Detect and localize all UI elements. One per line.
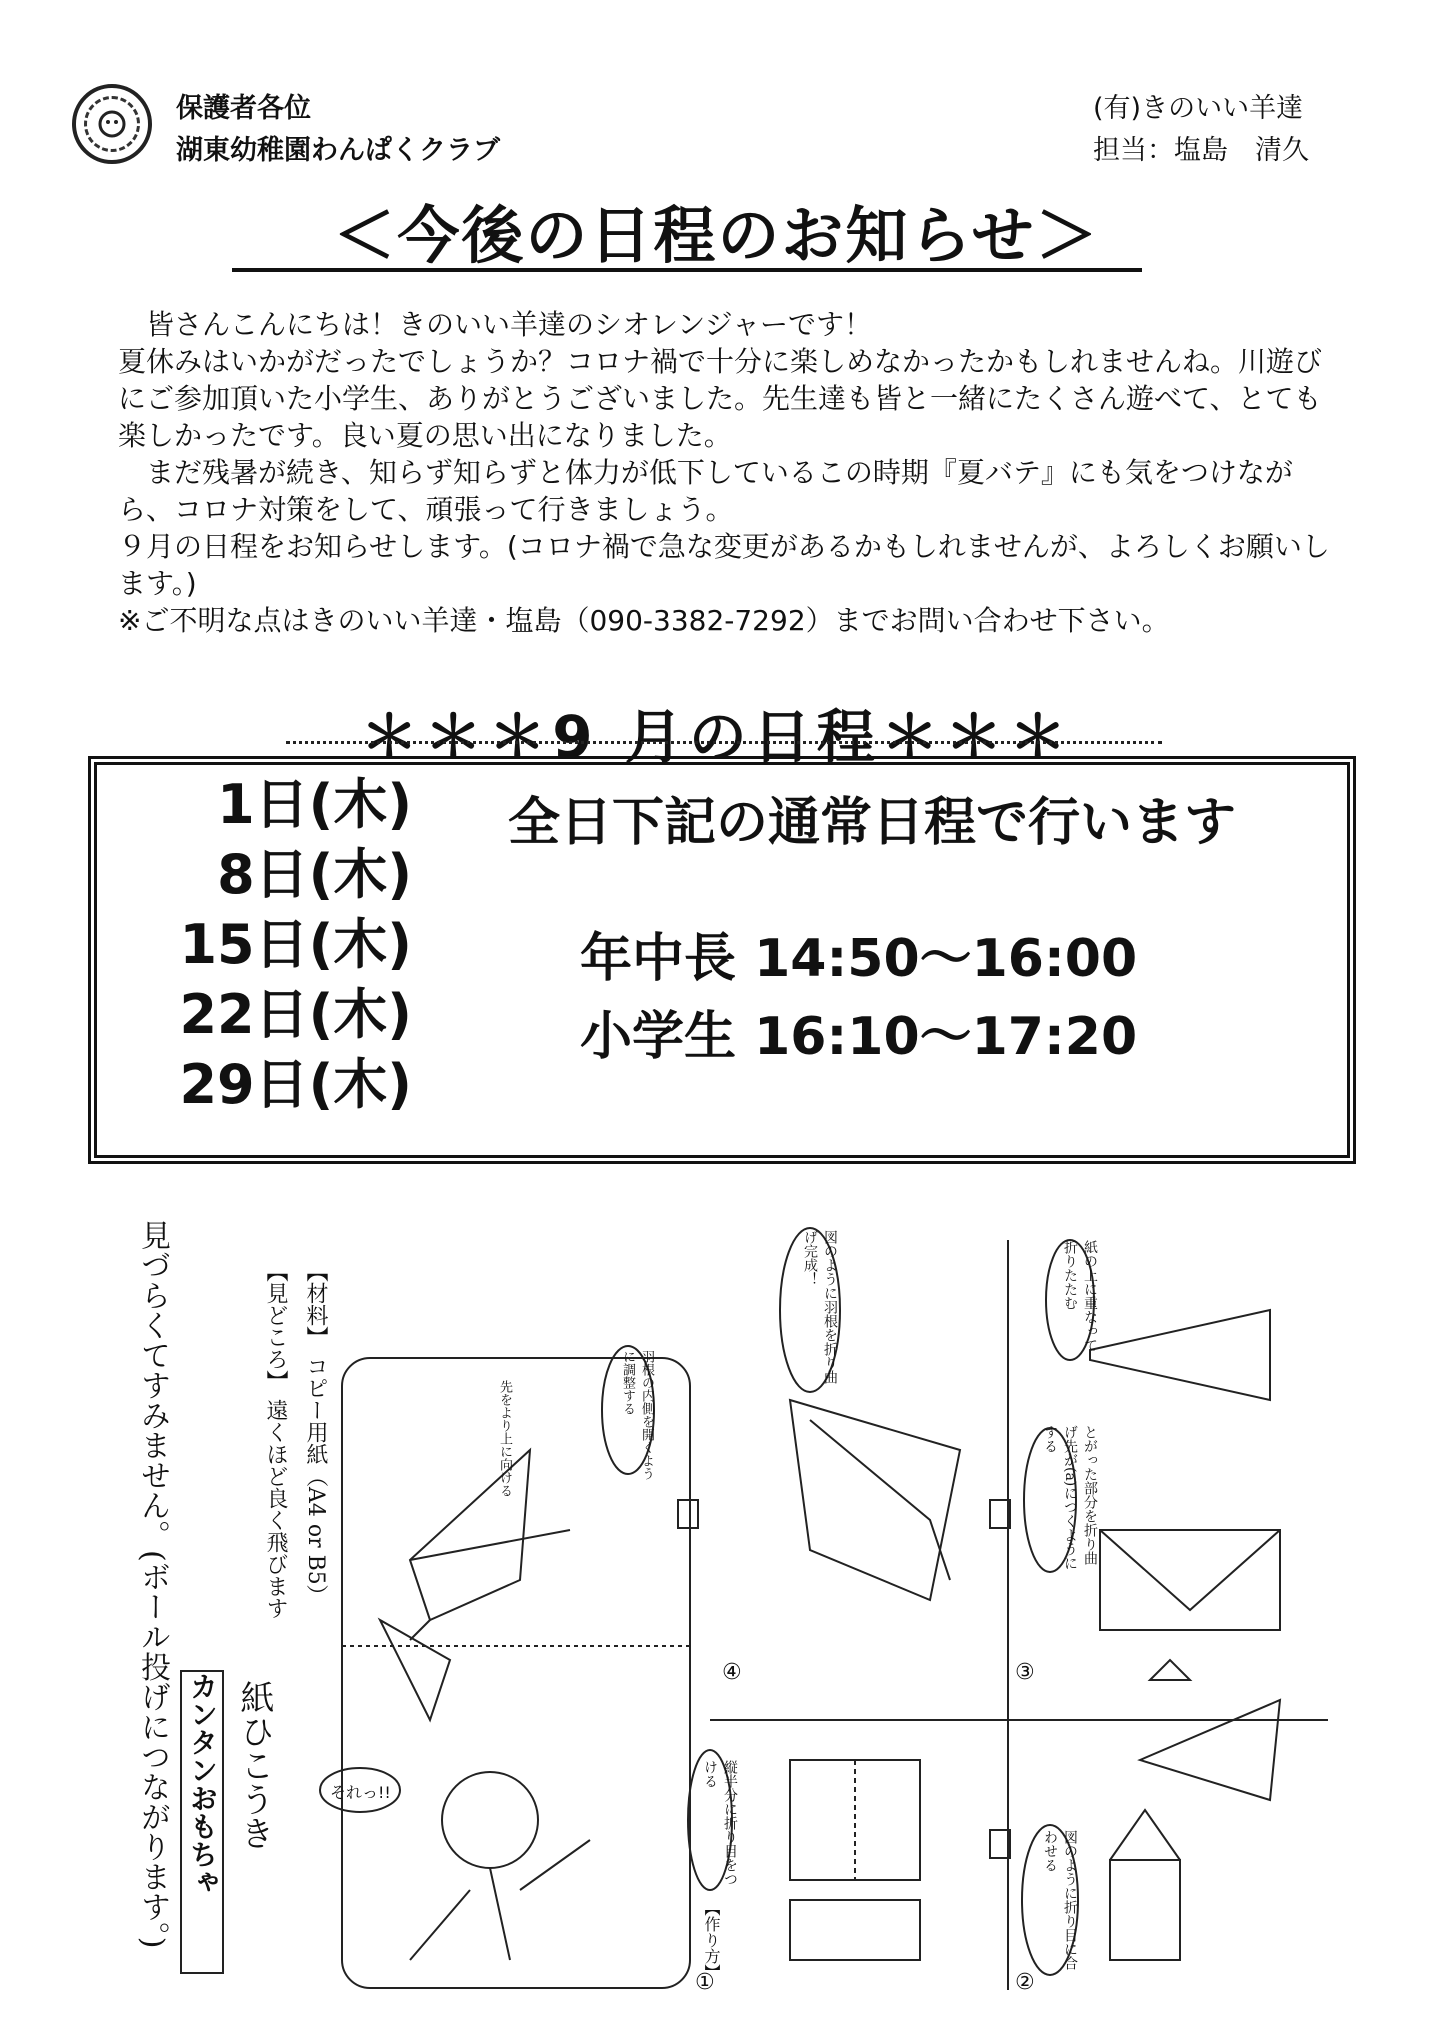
date-list: [150, 770, 412, 1120]
time-list: [580, 920, 1137, 1076]
time-item: 年中長 14:50〜16:00: [580, 929, 1138, 989]
page-title: ＜今後の日程のお知らせ＞: [333, 199, 1100, 272]
paragraph-greeting: 皆さんこんにちは！きのいい羊達のシオレンジャーです！: [118, 308, 873, 341]
recipient-block: [176, 88, 500, 172]
step-note: 縦半分に折り目をつける: [702, 1760, 738, 1886]
schedule-notice: 全日下記の通常日程で行います: [508, 793, 1237, 853]
caption-text: 見づらくてすみません。(ボール投げにつながります。): [135, 1220, 170, 1949]
sender-block: [1093, 88, 1309, 172]
organization-seal-logo: [72, 84, 152, 164]
recipient-line: 保護者各位: [176, 93, 311, 124]
step-number: ②: [1015, 1970, 1035, 1995]
sheep-icon: [92, 104, 132, 144]
highlight-text: 【見どころ】 遠くほど良く飛びます: [263, 1260, 288, 1619]
step-number: ③: [1015, 1660, 1035, 1685]
paragraph-contact: ※ご不明な点はきのいい羊達・塩島（090-3382-7292）までお問い合わせ下さい。: [118, 604, 1170, 637]
schedule-heading: ＊＊＊9 月の日程＊＊＊: [360, 703, 1073, 771]
paragraph-health: まだ残暑が続き、知らず知らずと体力が低下しているこの時期『夏バテ』にも気をつけながら、コロナ対策をして、頑張って行きましょう。: [118, 456, 1293, 526]
step-number: ①: [695, 1970, 715, 1995]
paragraph-summer: 夏休みはいかがだったでしょうか？コロナ禍で十分に楽しめなかったかもしれませんね。川遊びにご参加頂いた小学生、ありがとうございました。先生達も皆と一緒にたくさん遊べて、とても楽しかったです。良い夏の思い出になりました。: [118, 345, 1323, 452]
speech-text: それっ!!: [330, 1783, 391, 1802]
step-note: 紙の上に重なって折りたたむ: [1062, 1240, 1098, 1352]
company-name: (有)きのいい羊達: [1093, 93, 1304, 124]
child-head: [442, 1772, 538, 1868]
date-item: 1日(木): [217, 773, 412, 836]
contact-person: 担当：塩島 清久: [1093, 135, 1309, 166]
paper-airplane-instructions: [110, 1200, 1350, 2000]
dotted-divider: [286, 741, 1162, 744]
date-item: 29日(木): [179, 1053, 412, 1116]
material-text: 【材料】 コピー用紙（A4 or B5）: [303, 1260, 328, 1607]
club-name: 湖東幼稚園わんぱくクラブ: [176, 135, 500, 166]
date-item: 15日(木): [179, 913, 412, 976]
time-item: 小学生 16:10〜17:20: [580, 1007, 1138, 1067]
notice-body: [118, 306, 1338, 639]
step-note: とがった部分を折り曲げ先が(a)につくようにする: [1042, 1425, 1098, 1571]
step-number: ④: [722, 1660, 742, 1685]
step-note: 先をより上に向ける: [497, 1380, 512, 1497]
step-note: 図のように羽根を折り曲げ完成！: [802, 1230, 838, 1384]
step-note: 羽根の内側を開くように調整する: [620, 1350, 654, 1480]
howto-label: 【作り方】: [702, 1900, 721, 1980]
category-label: カンタンおもちゃ: [180, 1670, 224, 1974]
step-note: 図のように折り目に合わせる: [1042, 1830, 1078, 1970]
craft-name: 紙ひこうき: [234, 1680, 274, 1850]
title-underline: [232, 268, 1142, 272]
date-item: 8日(木): [217, 843, 412, 906]
paragraph-schedule-intro: ９月の日程をお知らせします。(コロナ禍で急な変更があるかもしれませんが、よろしくお願いします。): [118, 530, 1330, 600]
date-item: 22日(木): [179, 983, 412, 1046]
